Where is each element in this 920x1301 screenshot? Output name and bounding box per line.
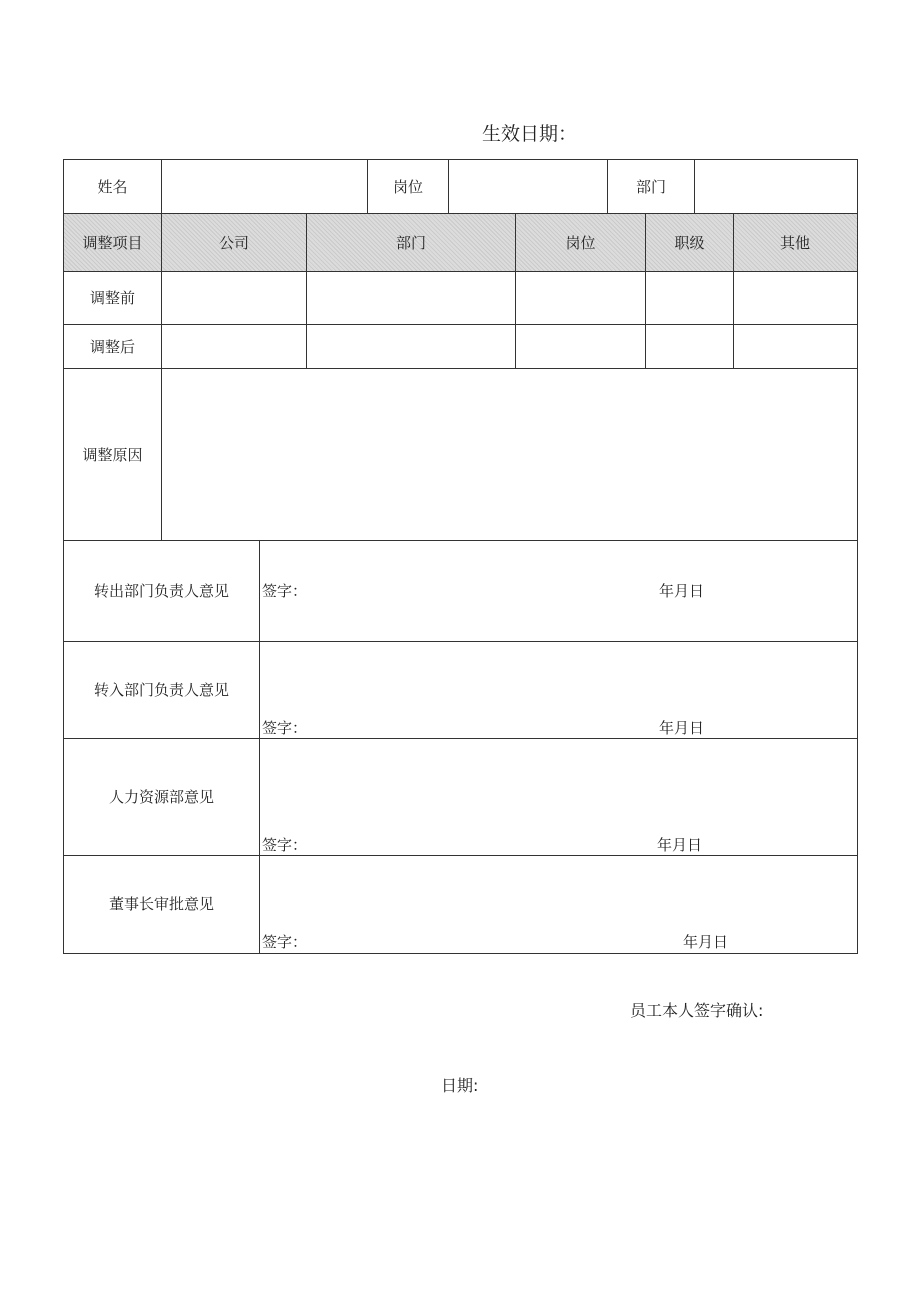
transfer-in-sign-label: 签字：: [262, 719, 308, 737]
chairman-sign-label: 签字：: [262, 933, 308, 951]
reason-label: 调整原因: [82, 445, 143, 464]
before-department-cell[interactable]: [307, 272, 515, 324]
before-grade-cell[interactable]: [646, 272, 733, 324]
transfer-out-opinion-label: 转出部门负责人意见: [93, 582, 229, 600]
before-other-cell[interactable]: [734, 272, 856, 324]
before-label: 调整前: [89, 289, 135, 307]
transfer-out-date-label: 年月日: [659, 582, 705, 600]
adjust-item-label: 调整项目: [82, 233, 143, 252]
employee-confirm-label: 员工本人签字确认:: [630, 1001, 764, 1020]
after-company-cell[interactable]: [162, 325, 306, 368]
transfer-in-date-label: 年月日: [659, 719, 705, 737]
hr-opinion-label: 人力资源部意见: [108, 788, 214, 806]
column-other: 其他: [779, 233, 810, 252]
after-position-cell[interactable]: [516, 325, 645, 368]
before-company-cell[interactable]: [162, 272, 306, 324]
name-field[interactable]: [162, 160, 367, 213]
department-field[interactable]: [695, 160, 856, 213]
chairman-date-label: 年月日: [683, 933, 729, 951]
after-grade-cell[interactable]: [646, 325, 733, 368]
before-position-cell[interactable]: [516, 272, 645, 324]
column-grade: 职级: [674, 233, 705, 252]
department-label: 部门: [635, 177, 666, 196]
reason-field[interactable]: [162, 369, 856, 540]
position-field[interactable]: [449, 160, 607, 213]
footer-date-label: 日期:: [441, 1076, 479, 1095]
transfer-in-opinion-label: 转入部门负责人意见: [93, 681, 229, 699]
column-company: 公司: [218, 233, 249, 252]
transfer-out-sign-label: 签字：: [262, 582, 308, 600]
after-label: 调整后: [89, 337, 135, 356]
effective-date-title: 生效日期：: [482, 123, 578, 145]
after-other-cell[interactable]: [734, 325, 856, 368]
column-position: 岗位: [565, 233, 596, 252]
chairman-opinion-label: 董事长审批意见: [108, 895, 214, 913]
column-department: 部门: [395, 233, 426, 252]
position-label: 岗位: [392, 177, 423, 196]
name-label: 姓名: [97, 177, 128, 196]
hr-date-label: 年月日: [657, 836, 703, 854]
hr-sign-label: 签字：: [262, 836, 308, 854]
after-department-cell[interactable]: [307, 325, 515, 368]
